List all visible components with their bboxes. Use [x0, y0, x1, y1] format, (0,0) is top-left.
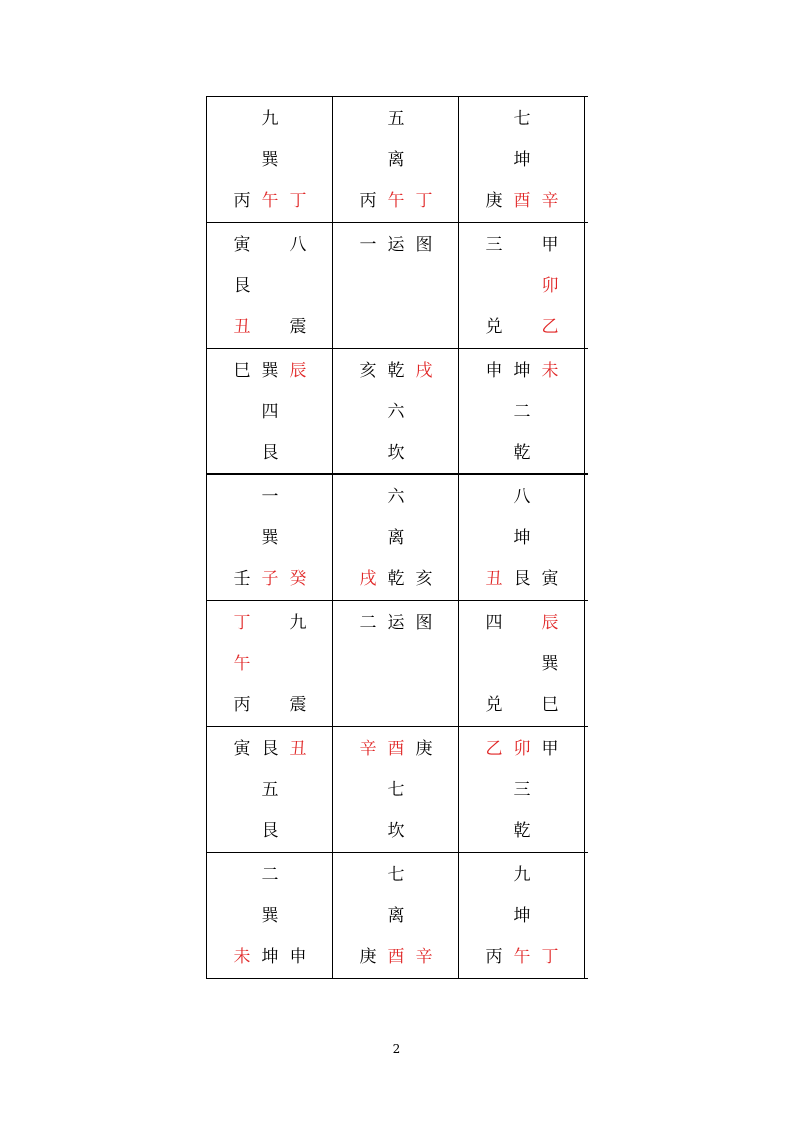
- cell-glyph: 二: [513, 402, 531, 422]
- cell-glyph: 庚: [359, 947, 377, 967]
- cell-glyph: 甲: [541, 235, 559, 255]
- cell-glyph: 坎: [387, 821, 405, 841]
- cell-glyph: 艮: [261, 443, 279, 463]
- cell-glyph: 兑: [485, 695, 503, 715]
- cell-glyph: 八: [513, 487, 531, 507]
- cell-glyph: 丙: [359, 191, 377, 211]
- cell-glyph: 午: [261, 191, 279, 211]
- grid-cell: [459, 475, 585, 600]
- grid-cell: [459, 601, 585, 726]
- cell-glyph: 辛: [359, 739, 377, 759]
- grid-row: [207, 727, 588, 853]
- cell-glyph: 七: [387, 780, 405, 800]
- cell-glyph: 壬: [233, 569, 251, 589]
- cell-glyph: 坤: [513, 150, 531, 170]
- cell-glyph: 巽: [261, 906, 279, 926]
- cell-glyph: 酉: [387, 947, 405, 967]
- grid-row: [207, 349, 588, 475]
- cell-glyph: 申: [485, 361, 503, 381]
- cell-glyph: 丁: [415, 191, 433, 211]
- cell-glyph: 亥: [415, 569, 433, 589]
- cell-glyph: 未: [233, 947, 251, 967]
- cell-glyph: 巽: [261, 150, 279, 170]
- cell-glyph: 八: [289, 235, 307, 255]
- cell-glyph: 二: [261, 865, 279, 885]
- grid-cell: [459, 97, 585, 222]
- cell-glyph: 艮: [513, 569, 531, 589]
- cell-glyph: 离: [387, 150, 405, 170]
- cell-glyph: 六: [387, 402, 405, 422]
- cell-glyph: 辛: [541, 191, 559, 211]
- cell-glyph: 丁: [289, 191, 307, 211]
- cell-glyph: 巽: [261, 528, 279, 548]
- cell-glyph: 离: [387, 528, 405, 548]
- cell-glyph: 午: [233, 654, 251, 674]
- cell-glyph: 戌: [359, 569, 377, 589]
- cell-glyph: 寅: [541, 569, 559, 589]
- cell-glyph: 辰: [541, 613, 559, 633]
- cell-glyph: 寅: [233, 739, 251, 759]
- grid-row: [207, 97, 588, 223]
- cell-glyph: 四: [485, 613, 503, 633]
- cell-glyph: 甲: [541, 739, 559, 759]
- grid-cell: [459, 853, 585, 978]
- cell-glyph: 运: [387, 235, 405, 255]
- grid-cell: [207, 349, 333, 473]
- grid-cell: [207, 475, 333, 600]
- grid-row: [207, 853, 588, 979]
- cell-glyph: 辛: [415, 947, 433, 967]
- cell-glyph: 图: [415, 235, 433, 255]
- cell-glyph: 九: [261, 109, 279, 129]
- cell-glyph: 乙: [485, 739, 503, 759]
- cell-glyph: 癸: [289, 569, 307, 589]
- grid-row: [207, 601, 588, 727]
- cell-glyph: 戌: [415, 361, 433, 381]
- cell-glyph: 乾: [513, 821, 531, 841]
- page-number: 2: [392, 1042, 401, 1056]
- cell-glyph: 丙: [233, 695, 251, 715]
- grid-cell: [459, 223, 585, 348]
- cell-glyph: 申: [289, 947, 307, 967]
- cell-glyph: 庚: [485, 191, 503, 211]
- chart-grid: [206, 96, 588, 979]
- cell-glyph: 亥: [359, 361, 377, 381]
- grid-cell: [207, 727, 333, 852]
- grid-cell: [333, 97, 459, 222]
- cell-glyph: 图: [415, 613, 433, 633]
- cell-glyph: 未: [541, 361, 559, 381]
- cell-glyph: 丙: [485, 947, 503, 967]
- cell-glyph: 寅: [233, 235, 251, 255]
- cell-glyph: 艮: [233, 276, 251, 296]
- grid-cell: [333, 601, 459, 726]
- cell-glyph: 坤: [261, 947, 279, 967]
- grid-cell: [207, 97, 333, 222]
- cell-glyph: 震: [289, 695, 307, 715]
- cell-glyph: 巳: [541, 695, 559, 715]
- cell-glyph: 五: [261, 780, 279, 800]
- cell-glyph: 子: [261, 569, 279, 589]
- cell-glyph: 丙: [233, 191, 251, 211]
- cell-glyph: 卯: [513, 739, 531, 759]
- cell-glyph: 艮: [261, 739, 279, 759]
- cell-glyph: 辰: [289, 361, 307, 381]
- cell-glyph: 七: [513, 109, 531, 129]
- cell-glyph: 乙: [541, 317, 559, 337]
- cell-glyph: 丑: [289, 739, 307, 759]
- cell-glyph: 二: [359, 613, 377, 633]
- grid-cell: [333, 475, 459, 600]
- cell-glyph: 五: [387, 109, 405, 129]
- cell-glyph: 震: [289, 317, 307, 337]
- cell-glyph: 九: [513, 865, 531, 885]
- cell-glyph: 坎: [387, 443, 405, 463]
- cell-glyph: 酉: [513, 191, 531, 211]
- grid-row: [207, 223, 588, 349]
- grid-cell: [207, 223, 333, 348]
- cell-glyph: 运: [387, 613, 405, 633]
- cell-glyph: 乾: [513, 443, 531, 463]
- cell-glyph: 离: [387, 906, 405, 926]
- cell-glyph: 九: [289, 613, 307, 633]
- cell-glyph: 丁: [233, 613, 251, 633]
- cell-glyph: 卯: [541, 276, 559, 296]
- cell-glyph: 坤: [513, 906, 531, 926]
- grid-cell: [207, 601, 333, 726]
- cell-glyph: 丑: [485, 569, 503, 589]
- cell-glyph: 一: [261, 487, 279, 507]
- grid-cell: [207, 853, 333, 978]
- cell-glyph: 一: [359, 235, 377, 255]
- cell-glyph: 巳: [233, 361, 251, 381]
- cell-glyph: 乾: [387, 569, 405, 589]
- cell-glyph: 丁: [541, 947, 559, 967]
- cell-glyph: 坤: [513, 528, 531, 548]
- cell-glyph: 乾: [387, 361, 405, 381]
- cell-glyph: 三: [513, 780, 531, 800]
- cell-glyph: 巽: [261, 361, 279, 381]
- cell-glyph: 艮: [261, 821, 279, 841]
- cell-glyph: 七: [387, 865, 405, 885]
- cell-glyph: 兑: [485, 317, 503, 337]
- cell-glyph: 午: [387, 191, 405, 211]
- cell-glyph: 庚: [415, 739, 433, 759]
- grid-row: [207, 475, 588, 601]
- cell-glyph: 丑: [233, 317, 251, 337]
- grid-cell: [459, 349, 585, 473]
- cell-glyph: 酉: [387, 739, 405, 759]
- grid-cell: [333, 349, 459, 473]
- cell-glyph: 午: [513, 947, 531, 967]
- grid-cell: [333, 853, 459, 978]
- cell-glyph: 坤: [513, 361, 531, 381]
- grid-cell: [459, 727, 585, 852]
- cell-glyph: 巽: [541, 654, 559, 674]
- cell-glyph: 四: [261, 402, 279, 422]
- cell-glyph: 六: [387, 487, 405, 507]
- grid-cell: [333, 223, 459, 348]
- cell-glyph: 三: [485, 235, 503, 255]
- grid-cell: [333, 727, 459, 852]
